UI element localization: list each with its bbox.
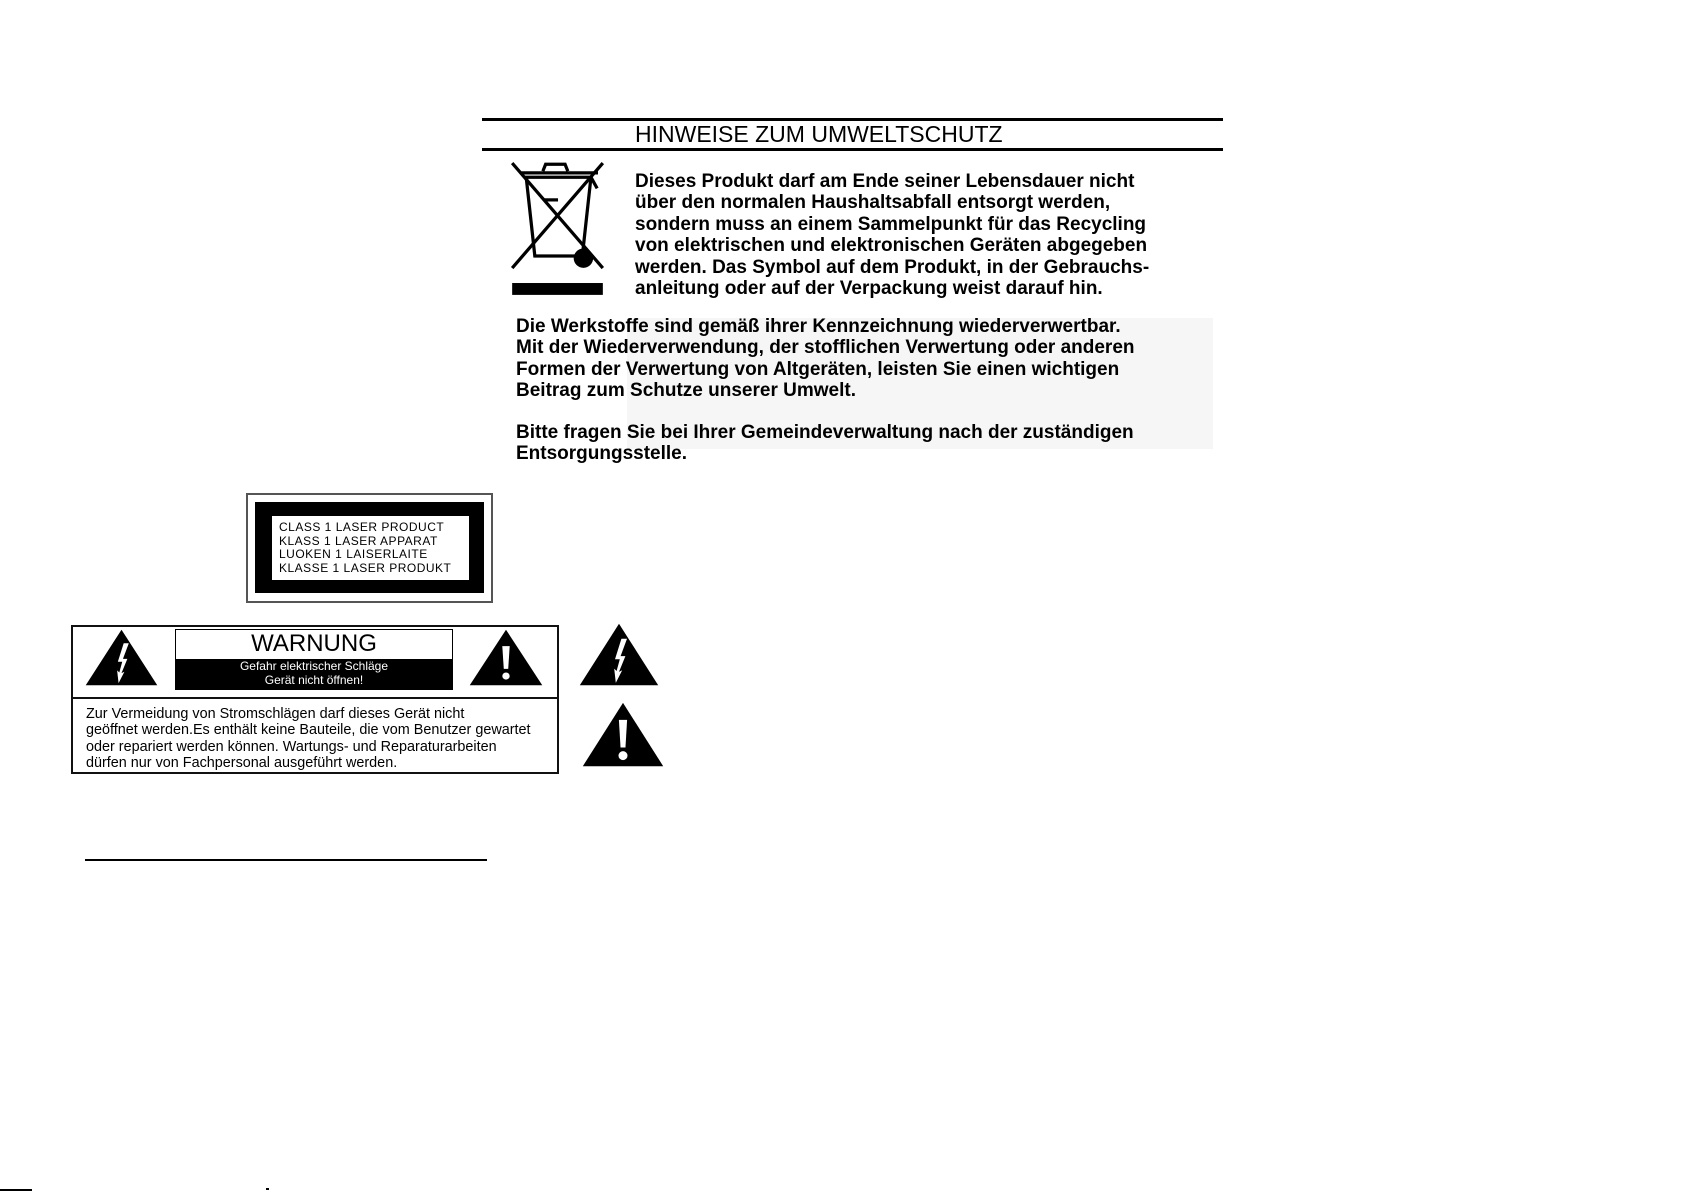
- exclamation-triangle-icon: [582, 702, 664, 767]
- lightning-bolt-triangle-icon: [579, 623, 659, 686]
- materials-line: Die Werkstoffe sind gemäß ihrer Kennzeichnung wiederverwertbar.: [516, 316, 1121, 337]
- laser-label-border: [255, 502, 484, 593]
- warning-heading: WARNUNG: [175, 629, 453, 659]
- materials-line: Formen der Verwertung von Altgeräten, leisten Sie einen wichtigen: [516, 358, 1120, 380]
- warning-band-line: Gerät nicht öffnen!: [264, 672, 364, 687]
- warning-sign: [175, 629, 453, 690]
- laser-label-line: LUOKEN 1 LAISERLAITE: [279, 547, 428, 562]
- warning-text-line: geöffnet werden.Es enthält keine Bauteile, die vom Benutzer gewartet: [86, 722, 531, 739]
- laser-class-label: [246, 493, 493, 603]
- warning-box: [71, 625, 559, 774]
- disposal-line: anleitung oder auf der Verpackung weist darauf hin.: [635, 278, 1103, 300]
- section-title: HINWEISE ZUM UMWELTSCHUTZ: [635, 121, 1003, 147]
- disposal-paragraph: [635, 171, 1149, 299]
- laser-label-line: KLASSE 1 LASER PRODUKT: [279, 561, 452, 576]
- disposal-line: über den normalen Haushaltsabfall entsorgt werden,: [635, 192, 1111, 214]
- warning-divider: [73, 697, 557, 699]
- materials-line: Beitrag zum Schutze unserer Umwelt.: [516, 380, 856, 402]
- laser-label-panel: [272, 516, 469, 580]
- contact-line: Entsorgungsstelle.: [516, 443, 688, 465]
- materials-paragraph: [516, 316, 1135, 402]
- contact-line: Bitte fragen Sie bei Ihrer Gemeindeverwaltung nach der zuständigen: [516, 422, 1134, 443]
- warning-text: [86, 706, 531, 771]
- disposal-line: Dieses Produkt darf am Ende seiner Lebensdauer nicht: [635, 171, 1135, 192]
- title-rule-bottom: [482, 148, 1223, 151]
- warning-band: [175, 659, 453, 690]
- disposal-line: von elektrischen und elektronischen Geräten abgegeben: [635, 235, 1148, 257]
- warning-text-line: dürfen nur von Fachpersonal ausgeführt werden.: [86, 754, 398, 771]
- warning-band-line: Gefahr elektrischer Schläge: [239, 659, 389, 673]
- edge-mark: [266, 1188, 269, 1190]
- contact-paragraph: [516, 422, 1134, 465]
- warning-text-line: oder repariert werden können. Wartungs- und Reparaturarbeiten: [86, 738, 497, 755]
- laser-label-line: CLASS 1 LASER PRODUCT: [279, 520, 445, 534]
- exclamation-triangle-icon: [469, 629, 543, 686]
- crossed-out-wheelie-bin-icon: [510, 161, 605, 296]
- disposal-line: sondern muss an einem Sammelpunkt für das Recycling: [635, 213, 1147, 235]
- disposal-line: werden. Das Symbol auf dem Produkt, in der Gebrauchs-: [635, 256, 1150, 278]
- laser-label-line: KLASS 1 LASER APPARAT: [279, 533, 438, 548]
- materials-line: Mit der Wiederverwendung, der stofflichen Verwertung oder anderen: [516, 337, 1135, 359]
- lightning-bolt-triangle-icon: [85, 629, 158, 686]
- warning-text-line: Zur Vermeidung von Stromschlägen darf dieses Gerät nicht: [86, 706, 465, 722]
- edge-rule: [0, 1189, 32, 1191]
- horizontal-rule: [85, 859, 487, 861]
